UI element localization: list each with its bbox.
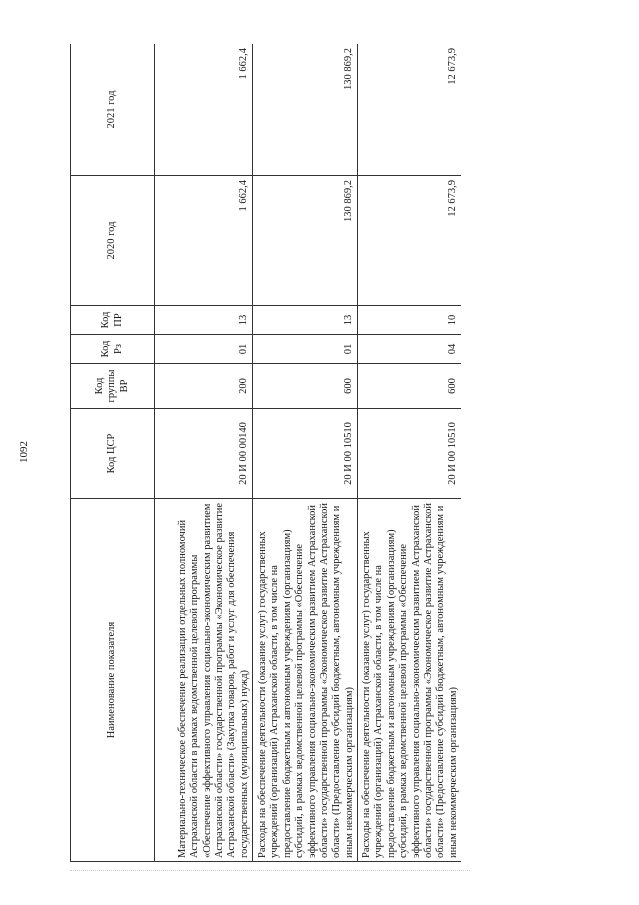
rotated-table-wrapper <box>70 44 461 862</box>
row-csr: 20 И 00 00140 <box>155 409 253 499</box>
row-2021: 12 673,9 <box>358 44 462 176</box>
header-csr: Код ЦСР <box>71 409 155 499</box>
row-2020: 1 662,4 <box>155 176 253 306</box>
row-rz: 04 <box>358 335 462 364</box>
row-name: Расходы на обеспечение деятельности (оказание услуг) государственных учреждений (организаций) Астраханской области, в том числе на предоставление бюджетным и автономным учреждениям (организациям) субсидий, в рамках ведомственной целевой программы «Обеспечение эффективного управления социально-экономическим развитием Астраханской области» государственной программы «Экономическое развитие Астраханской области» (Предоставление субсидий бюджетным, автономным учреждениям и иным некоммерческим организациям) <box>253 499 358 862</box>
row-name: Расходы на обеспечение деятельности (оказание услуг) государственных учреждений (организаций) Астраханской области, в том числе на предоставление бюджетным и автономным учреждениям (организациям) субсидий, в рамках ведомственной целевой программы «Обеспечение эффективного управления социально-экономическим развитием Астраханской области» государственной программы «Экономическое развитие Астраханской области» (Предоставление субсидий бюджетным, автономным учреждениям и иным некоммерческим организациям) <box>358 499 462 862</box>
row-rz: 01 <box>253 335 358 364</box>
row-2020: 130 869,2 <box>253 176 358 306</box>
row-2021: 1 662,4 <box>155 44 253 176</box>
row-pr: 10 <box>358 306 462 335</box>
header-rz: Код Рз <box>71 335 155 364</box>
header-2020: 2020 год <box>71 176 155 306</box>
header-2021: 2021 год <box>71 44 155 176</box>
row-vr: 200 <box>155 364 253 409</box>
page-number: 1092 <box>18 441 30 463</box>
row-csr: 20 И 00 10510 <box>358 409 462 499</box>
table-row <box>155 44 253 862</box>
budget-table <box>70 44 461 862</box>
row-name: Материально-техническое обеспечение реализации отдельных полномочий Астраханской области в рамках ведомственной целевой программы «Обеспечение эффективного управления социально-экономическим развитием Астраханской области» государственной программы «Экономическое развитие Астраханской области» (Закупка товаров, работ и услуг для обеспечения государственных (муниципальных) нужд) <box>155 499 253 862</box>
header-name: Наименование показателя <box>71 499 155 862</box>
header-pr: Код ПР <box>71 306 155 335</box>
row-csr: 20 И 00 10510 <box>253 409 358 499</box>
table-row <box>358 44 462 862</box>
row-2020: 12 673,9 <box>358 176 462 306</box>
bottom-scan-line <box>70 870 470 871</box>
row-pr: 13 <box>155 306 253 335</box>
header-row <box>71 44 155 862</box>
row-vr: 600 <box>253 364 358 409</box>
header-vr: Код группы ВР <box>71 364 155 409</box>
row-vr: 600 <box>358 364 462 409</box>
row-2021: 130 869,2 <box>253 44 358 176</box>
table-row <box>253 44 358 862</box>
row-pr: 13 <box>253 306 358 335</box>
row-rz: 01 <box>155 335 253 364</box>
table-container <box>70 44 461 862</box>
